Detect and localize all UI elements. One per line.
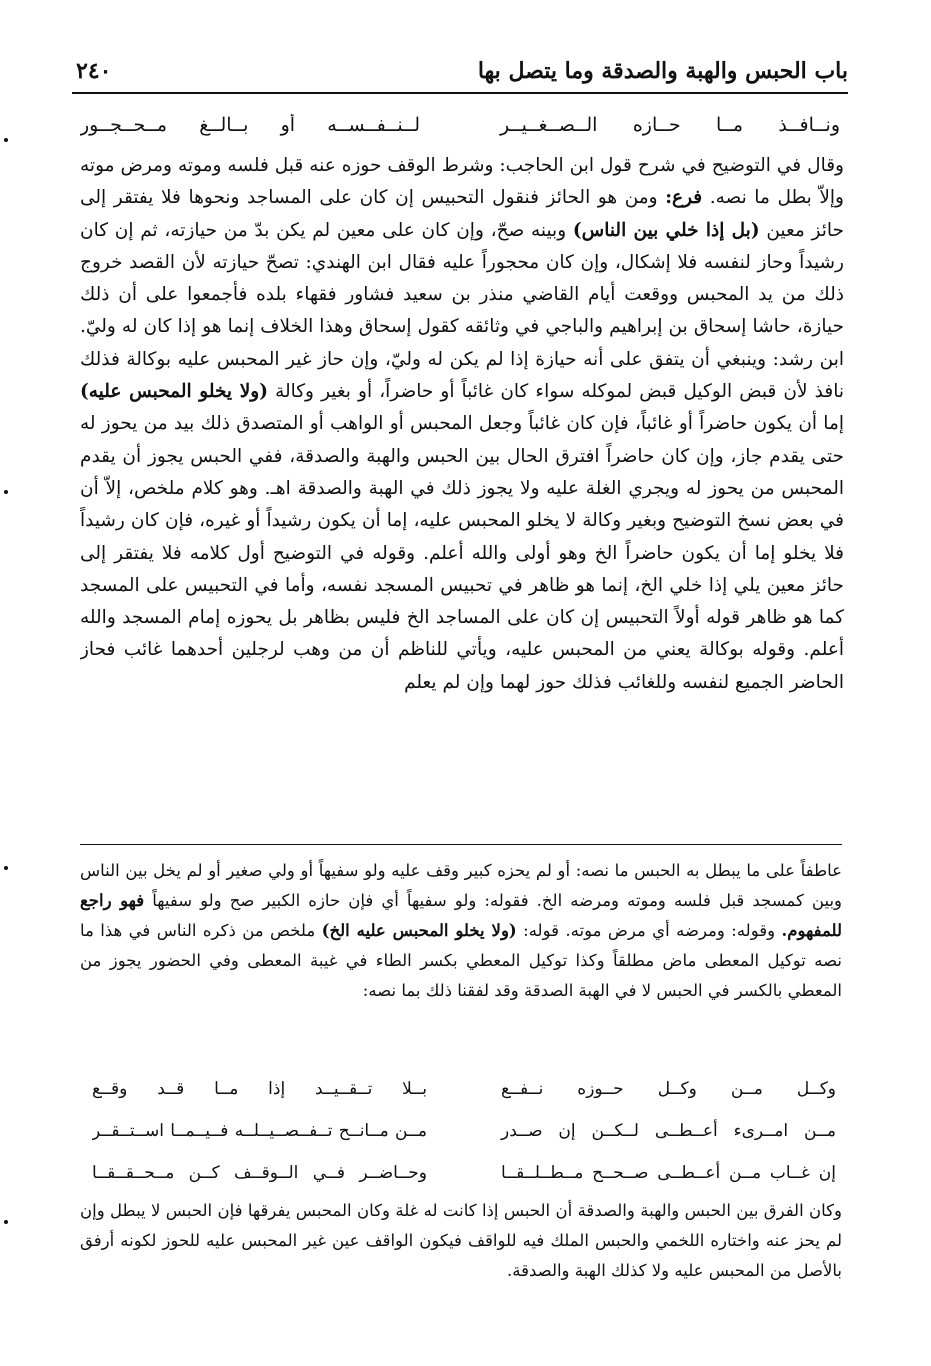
scan-mark: [4, 490, 8, 494]
poem-second-hemistich: بــلا تــقــيــد إذا مــا قــد وقــع: [92, 1079, 427, 1099]
verse-first-hemistich: ونــافــذ مــا حــازه الــصــغــيــر: [500, 114, 840, 136]
verse-second-hemistich: لــنــفــســه أو بــالــغ مــحــجــور: [80, 114, 420, 136]
main-text-part: وبينه صحّ، وإن كان على معين لم يكن بدّ من حيازته، ثم إن كان رشيداً وحاز لنفسه فلا إشكال، وإن كان محجوراً عليه فقال ابن الهندي: تصحّ حيازته لأن القصد خروج ذلك من يد المحبس ووقعت أيام القاضي منذر بن سعيد فشاور فقهاء بلده فأجمعوا على أن ذلك حيازة، حاشا إسحاق بن إبراهيم والباجي في وثائقه كقول إسحاق وهذا الخلاف إنما هو إذا كان له وليّ. ابن رشد: وينبغي أن يتفق على أنه حيازة إذا لم يكن له وليّ، وإن حاز غير المحبس عليه بوكالة فذلك نافذ لأن قبض الوكيل قبض لموكله سواء كان غائباً أو حاضراً، أو بغير وكالة: [80, 219, 844, 403]
poem-second-hemistich: مــن مــانــح تــفــصــيــلــه فــيــمــا اســتــقــر: [92, 1121, 427, 1141]
footnote-poem: [92, 1072, 836, 1198]
poem-first-hemistich: وكــل مــن وكــل حــوزه نــفــع: [501, 1079, 836, 1099]
footnote-part: عاطفاً على ما يبطل به الحبس ما نصه: أو لم يحزه كبير وقف عليه ولو سفيهاً أو ولي صغير أو لم يخل بين الناس وبين كمسجد قبل فلسه وموته ومرضه الخ. فقوله: ولو سفيهاً أي فإن حازه الكبير صح ولو سفيهاً: [80, 861, 842, 910]
bold-quote: (ولا يخلو المحبس عليه): [80, 381, 268, 403]
bold-quote: (بل إذا خلي بين الناس): [572, 219, 760, 241]
verse-line: [80, 114, 840, 136]
poem-line: [92, 1072, 836, 1114]
main-text-part: وقال في التوضيح في شرح قول ابن الحاجب: وشرط الوقف حوزه عنه قبل فلسه وموته ومرض موته وإلاّ بطل ما نصه.: [80, 155, 844, 209]
main-text-part: ومن هو الحائز فنقول التحبيس إن كان على المساجد ونحوها فلا يفتقر إلى حائز معين: [80, 187, 844, 241]
footnote-part: ملخص من ذكره الناس في هذا ما نصه توكيل المعطى ماض مطلقاً وكذا توكيل المعطي بكسر الطاء في غيبة المعطى وفي الحضور يجوز من المعطي بالكسر في الحبس لا في الهبة الصدقة وقد لفقنا ذلك بما نصه:: [80, 921, 842, 1000]
poem-line: [92, 1114, 836, 1156]
scan-mark: [4, 866, 8, 870]
page-number: ٢٤٠: [76, 58, 112, 84]
poem-first-hemistich: مــن امــرىء أعــطــى لــكــن إن صــدر: [501, 1121, 836, 1141]
main-text-part: إما أن يكون حاضراً أو غائباً، فإن كان غائباً وجعل المحبس أو الواهب أو المتصدق ذلك بيد من يحوز له حتى يقدم جاز، وإن كان حاضراً افترق الحال بين الحبس والهبة والصدقة، ففي الحبس يجوز أن يقدم المحبس من يحوز له ويجري الغلة عليه ولا يجوز ذلك في الهبة والصدقة اهـ. وهو كلام ملخص، إلاّ أن في بعض نسخ التوضيح وبغير وكالة لا يخلو المحبس عليه، إما أن يكون رشيداً أو غيره، فإن كان رشيداً فلا يخلو إما أن يكون حاضراً الخ وهو أولى والله أعلم. وقوله في التوضيح أول كلامه فلا يفتقر إلى حائز معين يلي إذا خلي الخ، إنما هو ظاهر في تحبيس المسجد نفسه، وأما في التحبيس على المسجد كما هو ظاهر قوله أولاً التحبيس إن كان على المساجد الخ فليس بظاهر بل يحوزه إمام المسجد والله أعلم. وقوله بوكالة يعني من المحبس عليه، ويأتي للناظم أن من وهب لرجلين أحدهما غائب فحاز الحاضر الجميع لنفسه وللغائب فذلك حوز لهما وإن لم يعلم: [80, 413, 844, 693]
poem-first-hemistich: إن غــاب مــن أعــطــى صــحــح مــطــلــقــا: [501, 1163, 836, 1183]
poem-line: [92, 1156, 836, 1198]
footnote-part: وقوله: ومرضه أي مرض موته. قوله:: [523, 921, 776, 940]
footnote-text: [80, 856, 842, 1066]
chapter-title: باب الحبس والهبة والصدقة وما يتصل بها: [477, 58, 848, 84]
scan-mark: [4, 1220, 8, 1224]
footnote-divider: [80, 844, 842, 845]
scan-mark: [4, 138, 8, 142]
footnote-closing: وكان الفرق بين الحبس والهبة والصدقة أن الحبس إذا كانت له غلة وكان المحبس يفرقها فإن الحبس لا يبطل وإن لم يحز عنه واختاره اللخمي والحبس الملك فيه للواقف فيكون الواقف عين غير المحبس عليه للحوز لكونه أرفق بالأصل من المحبس عليه ولا كذلك الهبة والصدقة.: [80, 1201, 842, 1280]
footnote-bold: فهو راجع للمفهوم.: [80, 891, 842, 940]
main-commentary: [80, 150, 844, 834]
running-header: [72, 54, 848, 94]
footnote-bold: (ولا يخلو المحبس عليه الخ): [321, 921, 517, 940]
poem-second-hemistich: وحــاضــر فــي الــوقــف كــن مــحــقــقــا: [92, 1163, 427, 1183]
far-label: فرع:: [665, 187, 703, 209]
